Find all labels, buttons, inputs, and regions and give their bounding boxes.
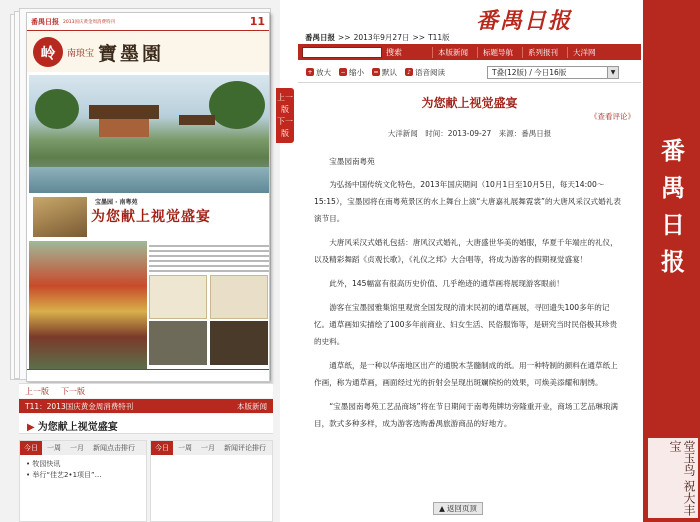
calligraphy-inscription: 堂玉鸟 祝大丰宝 [648,438,698,518]
issue-edition: T11：2013国庆黄金周消费特刊 [25,402,134,411]
paper-masthead [27,13,269,31]
voice-read-button[interactable] [405,67,445,78]
vertical-brand-name [657,132,689,280]
issue-bar [19,399,273,413]
page-stack [10,4,276,382]
comment-ranking-panel [150,440,273,522]
brand-char: 番 [661,136,685,165]
tab-today[interactable]: 今日 [20,441,42,455]
edition-select[interactable] [487,66,619,79]
nav-link-page-news[interactable]: 本版新闻 [432,47,473,58]
side-page-tab [276,88,294,143]
zoom-in-label: 放大 [316,67,331,77]
seal-logo: 岭 [33,37,63,67]
default-size-label: 默认 [382,67,397,77]
list-item[interactable]: • 牧园快讯 [26,460,61,468]
list-item[interactable]: • 举行“佳艺2•1项目”… [26,471,102,479]
paper-footer [27,369,269,381]
article-paragraph: 为弘扬中国传统文化特色，2013年国庆期间（10月1日至10月5日，每天14:00～15:15），宝墨园将在南粤苑景区的水上舞台上演“大唐嘉礼展舞霓裳”的大唐风采汉式婚礼表演节目。 [314,180,621,223]
article-paragraph: 大唐风采汉式婚礼包括：唐风汉式婚礼，大唐盛世华美的婚服，华夏千年端庄的礼仪，以及精彩舞蹈《贞观长歌》，《礼仪之邦》大合唱等，将成为游客的假期视觉盛宴！ [314,238,618,264]
tab-week[interactable]: 一周 [178,444,192,452]
painting-image [210,275,268,319]
breadcrumb-separator: >> [338,32,351,42]
article-subtitle: 宝墨园南粤苑 [329,157,375,166]
tab-comment-ranking[interactable]: 新闻评论排行 [224,444,266,452]
tab-month[interactable]: 一月 [70,444,84,452]
ranking-tabs [151,441,272,455]
back-to-top-button[interactable] [433,502,483,515]
page-nav [19,383,273,398]
current-article-link[interactable] [19,414,273,434]
paper-kicker: 宝墨园 · 南粤苑 [95,199,138,206]
page-number: 11 [249,15,265,28]
paper-headline-block [29,195,269,239]
ranking-list [20,455,146,485]
breadcrumb-paper[interactable]: 番禺日报 [305,32,335,42]
wedding-photo [29,241,147,369]
breadcrumb-separator: >> [412,32,426,42]
side-prev-page[interactable]: 上一版 [277,92,293,114]
current-article-title: 为您献上视觉盛宴 [37,422,118,433]
article-paragraph: 此外，145幅富有很高历史价值、几乎绝迹的通草画将展现游客眼前！ [329,279,564,288]
nav-link-series[interactable]: 系列报刊 [522,47,563,58]
next-page-link[interactable]: 下一版 [61,387,85,396]
search-input[interactable] [302,47,382,58]
painting-image [149,321,207,365]
up-arrow-icon: ▲ [439,504,445,513]
headline-thumbnail [33,197,87,237]
default-size-button[interactable] [372,67,397,78]
newspaper-panel [0,0,280,522]
zoom-in-icon: + [307,68,313,76]
garden-subtitle: 南琅宝 [67,48,95,59]
divider [298,82,641,83]
zoom-out-button[interactable] [339,67,364,78]
tab-month[interactable]: 一月 [201,444,215,452]
paper-body [29,241,269,369]
article-paragraph: 游客在宝墨园雅集馆里观赏全国发现的清末民初的通草画展，寻回遗失100多年的记忆。通草画如实描绘了100多年前商业、妇女生活、民俗服饰等，是研究当时民俗极其珍贵的史料。 [314,303,618,346]
newspaper-page-thumbnail[interactable] [26,12,270,382]
brand-char: 报 [661,247,685,276]
nav-link-dayoo[interactable]: 大洋网 [567,47,601,58]
click-ranking-panel [19,440,147,522]
search-button[interactable]: 搜索 [386,47,402,57]
view-comments-link[interactable]: 《查看评论》 [590,112,635,121]
paper-headline: 为您献上视觉盛宴 [91,209,211,225]
back-to-top-label: 返回页顶 [446,504,477,513]
article-body [314,153,624,439]
paper-text-lines [149,245,269,275]
side-next-page[interactable]: 下一版 [277,116,293,138]
tab-week[interactable]: 一周 [47,444,61,452]
breadcrumb-edition[interactable]: T11版 [428,32,450,42]
painting-image [149,275,207,319]
voice-read-label: 语音阅读 [415,67,445,77]
brand-char: 禺 [661,173,685,202]
speaker-icon: ♪ [405,68,413,76]
zoom-in-button[interactable] [306,67,331,78]
ranking-tabs [20,441,146,455]
tab-today[interactable]: 今日 [151,441,173,455]
article-meta: 大洋新闻 时间：2013-09-27 来源：番禺日报 [387,129,552,138]
garden-title: 寶墨園 [98,42,165,65]
reading-toolbar [298,64,641,80]
tab-click-ranking[interactable]: 新闻点击排行 [93,444,135,452]
garden-title-band [27,32,269,72]
painting-image [210,321,268,365]
arrow-icon: ▶ [27,422,35,433]
issue-directory-link[interactable]: 本版新闻 [237,402,267,411]
prev-page-link[interactable]: 上一版 [25,387,49,396]
garden-photo [29,75,269,193]
article-paragraph: 通草纸，是一种以华南地区出产的通脱木茎髓制成的纸。用一种特制的颜料在通草纸上作画，称为通草画，画面经过光的折射会呈现出斑斓缤纷的效果，可焕美添耀和制绣。 [314,361,618,387]
article-paragraph: “宝墨园南粤苑工艺品商场”将在节日期间于南粤苑牌坊旁隆重开业，商场工艺品琳琅满目，款式多种多样，成为游客选购番禺旅游商品的好地方。 [314,402,619,428]
chevron-down-icon[interactable]: ▼ [607,67,618,78]
brand-char: 日 [661,210,685,239]
edition-select-value: T叠(12版) / 今日16版 [492,67,567,77]
nav-link-headline-nav[interactable]: 标题导航 [477,47,518,58]
masthead-logo: 番禺日报 [31,16,59,26]
reset-icon: = [373,68,379,76]
brand-logo: 番禺日报 [476,8,573,34]
zoom-out-icon: − [340,68,346,76]
breadcrumb-date[interactable]: 2013年9月27日 [353,32,410,42]
nav-bar [298,44,641,60]
article-title: 为您献上视觉盛宴 [421,96,518,110]
masthead-date: 2013国庆黄金周消费特刊 [63,19,115,25]
breadcrumb [299,30,639,44]
zoom-out-label: 缩小 [349,67,364,77]
